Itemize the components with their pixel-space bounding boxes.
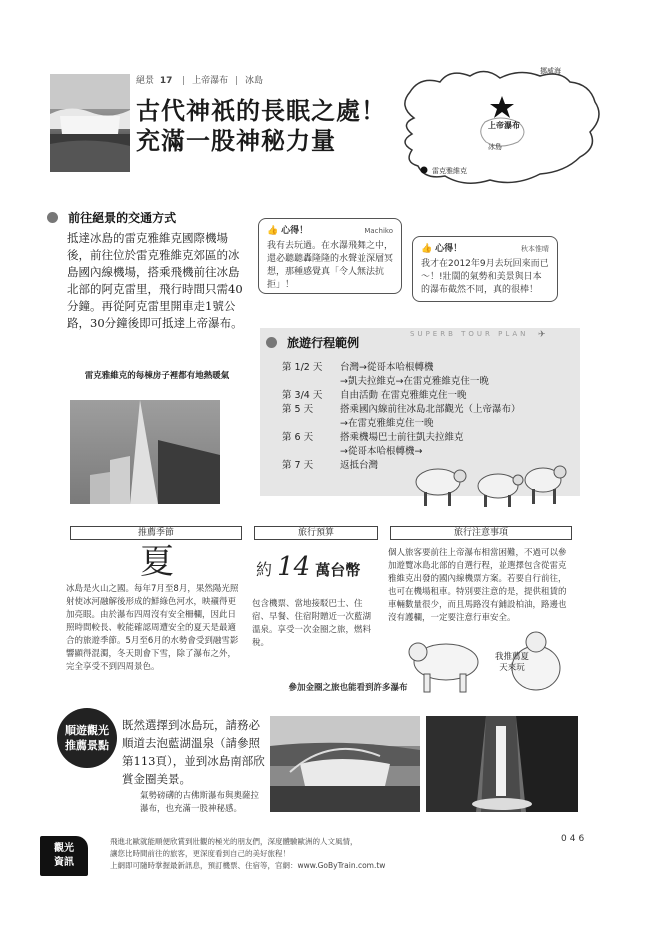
divider — [183, 76, 184, 85]
category-label: 絕景 — [136, 76, 155, 86]
budget-amount: 約 14 萬台幣 — [256, 552, 361, 582]
bullet-icon — [47, 212, 58, 223]
country-label: 冰島 — [244, 76, 263, 86]
note-tag: 心得！ — [281, 226, 309, 236]
polar-bear-illustration — [404, 622, 574, 702]
iceland-map — [390, 62, 620, 197]
info-badge: 觀光 資訊 — [40, 836, 88, 876]
breadcrumb — [136, 73, 263, 86]
footer-line-1: 飛進北歐就能順便欣賞到壯觀的極光的朋友們，深度體驗歐洲的人文風情， — [110, 837, 358, 846]
photo-caption-top: 雷克雅維克的每棟房子裡都有地熱暖氣 — [84, 371, 230, 381]
recommend-text: 既然選擇到冰島玩，請務必順道去泡藍湖溫泉（請參照第113頁），並到冰島南部欣賞金圈美景。 — [122, 718, 265, 786]
itinerary-heading — [266, 332, 359, 351]
travel-notes-text: 個人旅客要前往上帝瀑布相當困難，不過可以參加遊覽冰島北部的自選行程，並選擇包含從雷克雅維克出發的國內線機票方案。若要自行前往，也可在機場租車。特別要注意的是，提供租賃的車輛數量很少，而且馬路沒有鋪設柏油，路邊也沒有護欄，一定要注意行車安全。 — [388, 548, 567, 623]
thumbs-up-icon: 👍 — [421, 244, 433, 254]
capital-label: 雷克雅維克 — [432, 167, 467, 175]
season-big: 夏 — [140, 542, 174, 582]
note-tag: 心得！ — [435, 244, 463, 254]
itinerary-box: 旅遊行程範例 SUPERB TOUR PLAN ✈ 第 1/2 天 台灣→從哥本哈根轉機 →凱夫拉維克→在雷克雅維克住一晚 第 3/4 天 自由活動 在雷克雅維克住一晚 第 5 天 搭乘國內線前往冰島北部觀光（上帝瀑布） →在雷克雅維克住一晚 第 6 天 搭乘機場巴士前往凱夫拉維克 →從哥本哈根轉機→ 第 7 天 返抵台灣 — [260, 328, 580, 496]
title-line-1: 古代神祇的長眠之處！ — [136, 96, 386, 125]
thumbs-up-icon: 👍 — [267, 226, 279, 236]
bullet-icon — [266, 337, 277, 348]
note-text: 我有去玩過。在水瀑飛舞之中，還必聽聽轟隆隆的水聲並深層冥想，那種感覺真「令人無法抗拒」！ — [267, 241, 394, 290]
sheep-illustration — [408, 452, 568, 512]
note-text: 我才在2012年9月去玩回來而已～！!壯闊的氣勢和美景與日本的瀑布截然不同，真的很棒！ — [421, 259, 549, 295]
transport-body: 抵達冰島的雷克雅維克國際機場後，前往位於雷克雅維克郊區的冰島國內線機場，搭乘飛機前往冰島北部的阿克雷里，飛行時間只需40分鐘。再從阿克雷里開車走1號公路，30分鐘後即可抵達上帝瀑布。 — [67, 231, 243, 330]
tour-plan-banner: SUPERB TOUR PLAN — [410, 330, 529, 338]
page-number: 046 — [561, 834, 588, 844]
divider — [236, 76, 237, 85]
footer-line-2: 讓您比時間前往的旅客，更深度看到自己的美好旅程！ — [110, 849, 290, 858]
budget-label: 旅行預算 — [254, 526, 378, 540]
footer-info — [110, 836, 550, 872]
season-label: 推薦季節 — [70, 526, 242, 540]
location-label: 上帝瀑布 — [192, 76, 229, 86]
travel-notes-label: 旅行注意事項 — [390, 526, 572, 540]
transport-heading — [47, 207, 176, 226]
footer-line-3: 上網即可隨時掌握最新訊息，預訂機票、住宿等，官網：www.GoByTrain.com.tw — [110, 861, 386, 870]
golden-circle-caption: 參加金圈之旅也能看到許多瀑布 — [288, 683, 408, 693]
country-map-label: 冰島 — [488, 143, 502, 151]
itinerary-heading-text: 旅遊行程範例 — [287, 336, 360, 350]
note-author: Machiko — [364, 227, 393, 235]
note-author: 秋本惟晴 — [521, 245, 549, 253]
page-title — [136, 96, 386, 156]
airplane-icon: ✈ — [538, 330, 546, 340]
review-note-2 — [412, 236, 558, 302]
spot-number: 17 — [159, 76, 173, 86]
recommend-badge: 順遊觀光 推薦景點 — [57, 708, 117, 768]
season-text: 冰島是火山之國。每年7月至8月，果然陽光照射使冰河融解後形成的鮮綠色河水，映襯得更加亮眼。由於瀑布四周沒有安全柵欄，因此日照時間較長、較能確認周遭安全的夏天是最適合的旅遊季節。5月至6月的水勢會受到融雪影響顯得混濁，冬天則會下雪，除了瀑布之外，完全享受不到四周景色。 — [66, 584, 239, 672]
city-label: 上帝瀑布 — [488, 121, 520, 130]
waterfall-caption: 氣勢磅礴的古佛斯瀑布與奧薩拉瀑布，也充滿一股神秘感。 — [140, 791, 260, 814]
waterfall-photo — [50, 74, 130, 172]
sea-label: 挪威海 — [540, 67, 561, 75]
gullfoss-photo — [270, 716, 420, 812]
review-note-1 — [258, 218, 402, 294]
bear-caption: 我推薦夏天來玩 — [494, 652, 529, 673]
church-photo — [70, 400, 220, 504]
capital-marker-icon — [421, 167, 428, 174]
budget-text: 包含機票、當地接駁巴士、住宿、早餐、住宿附贈近一次藍湖溫泉。享受一次金圈之旅，燃料稅。 — [252, 599, 372, 648]
oxararfoss-photo — [426, 716, 578, 812]
transport-heading-text: 前往絕景的交通方式 — [68, 211, 177, 225]
title-line-2: 充滿一股神秘力量 — [136, 126, 336, 155]
